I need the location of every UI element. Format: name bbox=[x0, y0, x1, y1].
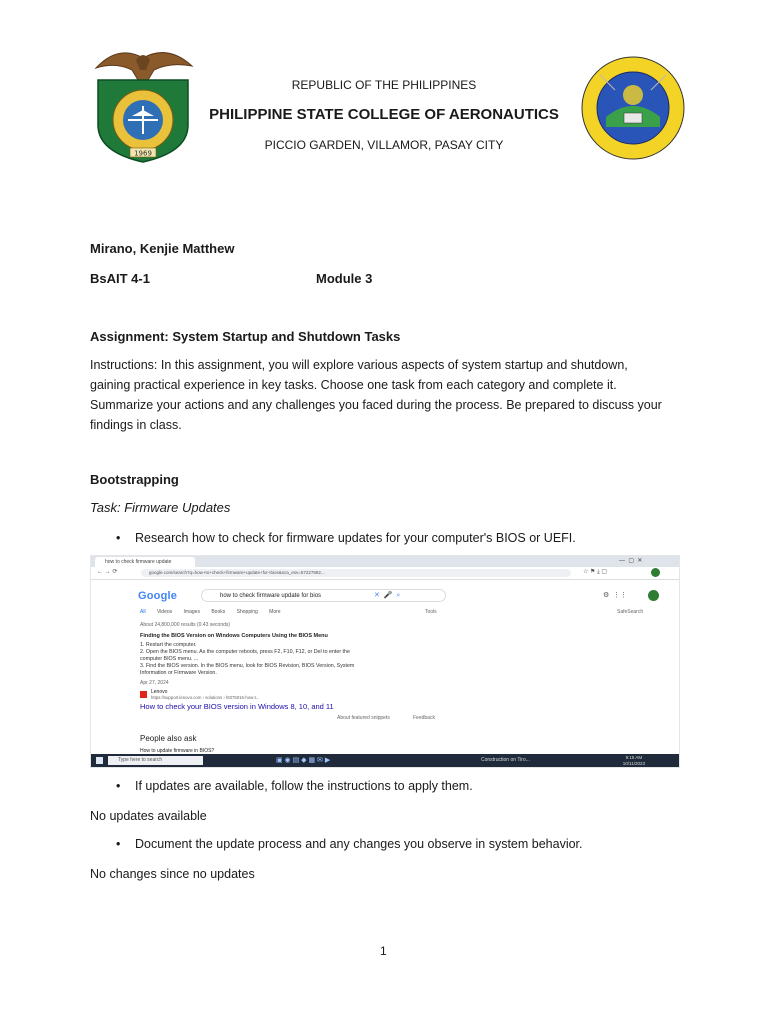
task-title: Task: Firmware Updates bbox=[90, 500, 231, 515]
browser-screenshot bbox=[90, 555, 680, 768]
college-name: PHILIPPINE STATE COLLEGE OF AERONAUTICS bbox=[209, 106, 559, 123]
taskbar-search: Type here to search bbox=[108, 756, 203, 765]
address-bar bbox=[91, 567, 679, 580]
tools-button: Tools bbox=[425, 609, 437, 615]
republic-heading: REPUBLIC OF THE PHILIPPINES bbox=[291, 78, 477, 92]
google-search-box: how to check firmware update for bios bbox=[201, 589, 446, 602]
bullet-text: Research how to check for firmware updates for your computer's BIOS or UEFI. bbox=[135, 531, 576, 545]
taskbar-app-icons: ▣ ◉ ▤ ◆ ▦ ✉ ▶ bbox=[276, 757, 331, 764]
snippet-heading: Finding the BIOS Version on Windows Computers Using the BIOS Menu bbox=[140, 633, 328, 639]
google-logo: Google bbox=[138, 590, 178, 602]
browser-toolbar-icons: ☆ ⚑ ⤓ ▢ bbox=[583, 569, 608, 575]
assignment-title: Assignment: System Startup and Shutdown Tasks bbox=[90, 329, 401, 344]
bullet-icon: • bbox=[116, 531, 121, 545]
safesearch-button: SafeSearch bbox=[617, 609, 644, 615]
module-label: Module 3 bbox=[316, 271, 373, 286]
paa-question: How to update firmware in BIOS? bbox=[140, 748, 215, 754]
instructions-line: gaining practical experience in key tasks. Choose one task from each category and complete it. bbox=[90, 378, 617, 392]
college-address: PICCIO GARDEN, VILLAMOR, PASAY CITY bbox=[264, 138, 504, 152]
windows-taskbar bbox=[91, 754, 679, 767]
snippet-date: Apr 27, 2024 bbox=[140, 680, 169, 686]
bullet-text: Document the update process and any changes you observe in system behavior. bbox=[135, 837, 583, 851]
snippet-steps: 1. Restart the computer. 2. Open the BIOS menu. As the computer reboots, press F2, F10, F12, or Del to enter the computer BIOS menu. ... 3. Find the BIOS version. In the BIOS menu, look for BIOS Revision, BIOS Version, System Information or Firmware Version. bbox=[140, 642, 355, 676]
browser-tab: how to check firmware update bbox=[95, 557, 195, 567]
search-filters: All Videos Images Books Shopping More bbox=[140, 609, 281, 615]
lenovo-icon bbox=[140, 691, 147, 698]
student-section: BsAIT 4-1 bbox=[90, 271, 150, 286]
window-controls-icon: — ▢ ✕ bbox=[619, 558, 643, 564]
instructions-line: findings in class. bbox=[90, 418, 182, 432]
instructions-paragraph bbox=[90, 355, 690, 435]
instructions-line: Instructions: In this assignment, you will explore various aspects of system startup and shutdown, bbox=[90, 358, 628, 372]
taskbar-app: Construction on Tiro... bbox=[481, 757, 530, 763]
profile-avatar-icon bbox=[651, 568, 660, 577]
instructions-line: Summarize your actions and any challenges you faced during the process. Be prepared to discuss your bbox=[90, 398, 662, 412]
svg-text:1969: 1969 bbox=[134, 149, 152, 158]
search-controls-icon: ✕ 🎤 ⌕ bbox=[374, 592, 401, 599]
bullet-icon: • bbox=[116, 837, 121, 851]
url-field: google.com/search?q=how+to+check+firmware+update+for+bios&sca_esv=57227882... bbox=[141, 569, 571, 577]
about-snippets: About featured snippets bbox=[337, 715, 390, 721]
nav-arrows-icon: ← → ⟳ bbox=[97, 569, 118, 575]
windows-start-icon bbox=[96, 757, 103, 764]
google-avatar-icon bbox=[648, 590, 659, 601]
result-link: How to check your BIOS version in Windows 8, 10, and 11 bbox=[140, 702, 334, 711]
people-also-ask: People also ask bbox=[140, 734, 197, 743]
feedback-link: Feedback bbox=[413, 715, 435, 721]
source-url: https://support.lenovo.com › solutions › ht075016-how-t... bbox=[151, 695, 260, 700]
page-number: 1 bbox=[380, 944, 387, 958]
taskbar-clock: 9:15 AM 10/11/2023 bbox=[622, 755, 645, 766]
answer-text: No changes since no updates bbox=[90, 867, 255, 881]
settings-icons: ⚙ ⋮⋮ bbox=[603, 592, 628, 599]
result-count: About 24,800,000 results (0.43 seconds) bbox=[140, 622, 231, 628]
browser-tab-bar bbox=[91, 556, 679, 567]
student-name: Mirano, Kenjie Matthew bbox=[90, 241, 235, 256]
section-heading: Bootstrapping bbox=[90, 472, 179, 487]
answer-text: No updates available bbox=[90, 809, 207, 823]
bullet-text: If updates are available, follow the instructions to apply them. bbox=[135, 779, 473, 793]
bullet-icon: • bbox=[116, 779, 121, 793]
source-name: Lenovo bbox=[151, 689, 168, 695]
